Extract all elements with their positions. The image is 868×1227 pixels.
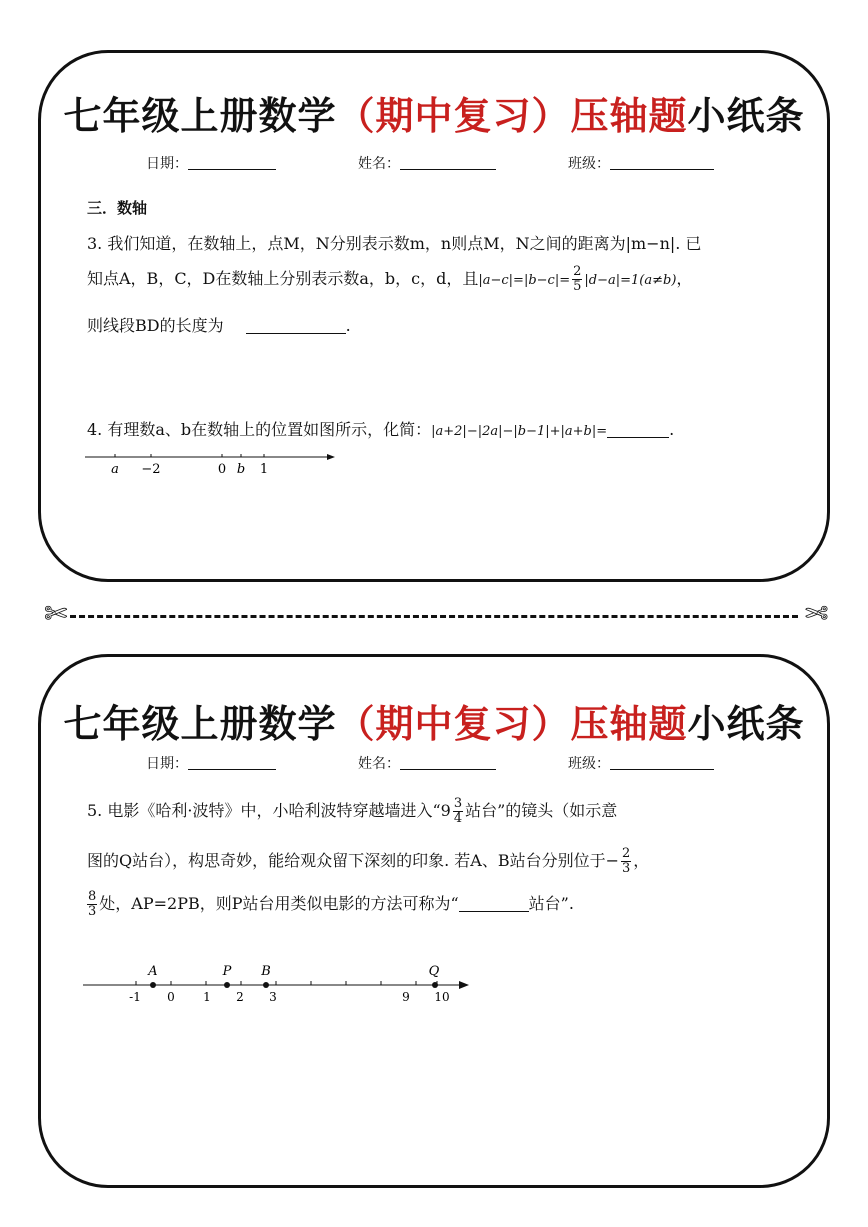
card-title <box>41 693 827 748</box>
card-title <box>41 85 827 140</box>
q5-line3-text: 处，AP=2PB，则P站台用类似电影的方法可称为“ <box>99 894 459 913</box>
tick-label-0: 0 <box>167 990 175 1004</box>
q5-line2 <box>87 847 649 876</box>
q5-line3 <box>87 890 574 919</box>
class-field <box>568 753 714 773</box>
class-label: 班级： <box>568 756 610 772</box>
axis-label-neg2: −2 <box>141 462 161 477</box>
tick-label-9: 9 <box>402 990 410 1004</box>
point-B <box>263 982 269 988</box>
point-label-P: P <box>222 964 232 979</box>
name-label: 姓名： <box>358 156 400 172</box>
name-field <box>358 753 496 773</box>
q4-line <box>87 417 674 440</box>
tick-label-neg1: -1 <box>129 990 141 1004</box>
q5-line2-text: 图的Q站台），构思奇妙，能给观众留下深刻的印象. 若A、B站台分别位于 <box>87 851 606 870</box>
date-blank[interactable] <box>188 155 276 170</box>
note-card-2 <box>38 654 830 1188</box>
q4-end: . <box>669 420 675 439</box>
q3-line3-text: 则线段BD的长度为 <box>87 316 224 335</box>
class-field <box>568 153 714 173</box>
point-P <box>224 982 230 988</box>
scissors-icon: ✄ <box>804 597 828 630</box>
axis-label-b: b <box>236 462 246 477</box>
tick-label-10: 10 <box>434 990 450 1004</box>
q3-line2-end: ， <box>676 269 693 288</box>
q5-line1 <box>87 797 617 826</box>
name-field <box>358 153 496 173</box>
cut-line <box>70 615 798 618</box>
point-A <box>150 982 156 988</box>
name-blank[interactable] <box>400 755 496 770</box>
q3-line3 <box>87 313 351 336</box>
section-title: 三．数轴 <box>87 199 148 217</box>
q3-frac-num: 2 <box>573 264 582 279</box>
axis-arrow <box>327 454 335 460</box>
title-prefix: 七年级上册数学 <box>63 701 337 746</box>
point-label-A: A <box>148 964 158 979</box>
tick-label-1: 1 <box>203 990 211 1004</box>
date-label: 日期： <box>146 756 188 772</box>
point-label-Q: Q <box>428 964 440 979</box>
q3-line1: 3. 我们知道，在数轴上，点M，N分别表示数m，n则点M，N之间的距离为|m−n|. 已 <box>87 234 702 253</box>
q3-condition-a: |a−c|=|b−c|= <box>478 273 571 288</box>
axis-label-0: 0 <box>217 462 227 477</box>
note-card-1 <box>38 50 830 582</box>
q5-f1-den: 3 <box>622 861 631 876</box>
class-blank[interactable] <box>610 755 714 770</box>
scissors-icon: ✄ <box>44 597 68 630</box>
axis-label-1: 1 <box>259 462 269 477</box>
axis-arrow <box>459 981 469 989</box>
title-suffix: 小纸条 <box>687 701 805 746</box>
q4-answer-blank[interactable] <box>607 437 669 438</box>
title-prefix: 七年级上册数学 <box>63 93 337 138</box>
q4-expression: |a+2|−|2a|−|b−1|+|a+b|= <box>431 424 608 439</box>
date-label: 日期： <box>146 156 188 172</box>
date-field <box>146 153 276 173</box>
q5-line1-text: 5. 电影《哈利·波特》中，小哈利波特穿越墙进入“9 <box>87 801 451 820</box>
date-field <box>146 753 276 773</box>
class-label: 班级： <box>568 156 610 172</box>
q4-number-line <box>81 445 341 479</box>
q5-mixed-den: 4 <box>453 811 463 826</box>
point-Q <box>432 982 438 988</box>
class-blank[interactable] <box>610 155 714 170</box>
q3-frac-den: 5 <box>573 279 582 294</box>
q5-line1-end: 站台”的镜头（如示意 <box>465 801 618 820</box>
q3-fraction <box>572 265 582 294</box>
axis-label-a: a <box>111 462 119 477</box>
q3-line3-end: . <box>345 316 351 335</box>
title-highlight: （期中复习）压轴题 <box>336 93 688 138</box>
q5-mixed-fraction <box>453 797 463 826</box>
q3-line2-text: 知点A，B，C，D在数轴上分别表示数a，b，c，d，且 <box>87 269 479 288</box>
point-label-B: B <box>261 964 271 979</box>
q5-number-line <box>79 959 479 1009</box>
title-highlight: （期中复习）压轴题 <box>336 701 688 746</box>
axis-ticks <box>136 981 437 985</box>
name-label: 姓名： <box>358 756 400 772</box>
q5-f2-num: 8 <box>88 889 97 904</box>
q5-fraction-b <box>87 890 97 919</box>
date-blank[interactable] <box>188 755 276 770</box>
q5-neg-sign: − <box>605 851 620 870</box>
q5-f2-den: 3 <box>88 904 97 919</box>
q5-line2-end: ， <box>633 851 650 870</box>
q3-condition-b: |d−a|=1(a≠b) <box>584 273 677 288</box>
title-suffix: 小纸条 <box>687 93 805 138</box>
name-blank[interactable] <box>400 155 496 170</box>
tick-label-3: 3 <box>269 990 277 1004</box>
q3-answer-blank[interactable] <box>246 333 346 334</box>
q5-answer-blank[interactable] <box>459 911 529 912</box>
q5-line3-end: 站台”. <box>528 894 574 913</box>
q5-fraction-a <box>621 847 631 876</box>
q4-text: 4. 有理数a、b在数轴上的位置如图所示，化简： <box>87 420 432 439</box>
q5-f1-num: 2 <box>622 846 631 861</box>
q5-mixed-num: 3 <box>453 796 463 811</box>
tick-label-2: 2 <box>236 990 244 1004</box>
q3-line2 <box>87 265 692 294</box>
